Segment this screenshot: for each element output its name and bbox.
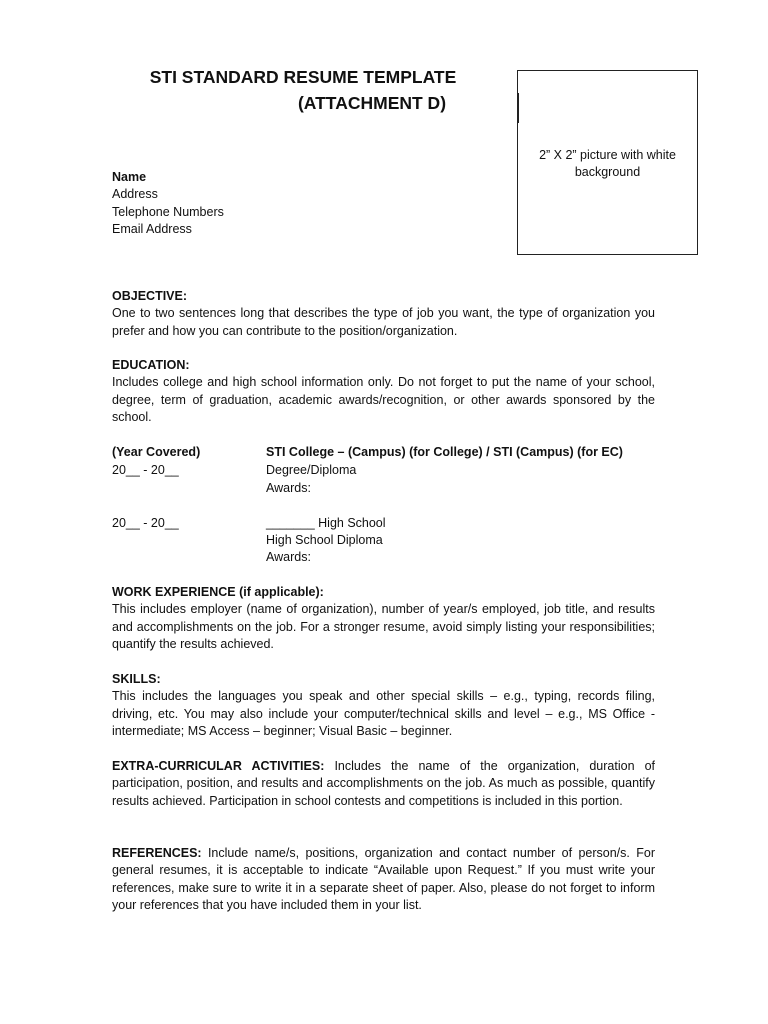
skills-section [112, 671, 655, 741]
work-heading: WORK EXPERIENCE (if applicable): [112, 585, 324, 599]
contact-block [112, 169, 224, 239]
education-entry-2-school: _______ High School [266, 516, 386, 530]
contact-email: Email Address [112, 222, 192, 237]
references-text: Include name/s, positions, organization and contact number of person/s. For general resumes, it is acceptable to indicate “Available upon Request.” If you must write your references, make sure to write it in a separate sheet of paper. Also, please do not forget to inform your references that you have included them in your list. [112, 846, 655, 913]
title-line-2: (ATTACHMENT D) [297, 93, 447, 113]
document-title [112, 64, 522, 116]
photo-caption: 2” X 2” picture with white background [539, 148, 676, 180]
extracurricular-section [112, 758, 655, 810]
education-entry-2-years: 20__ - 20__ [112, 516, 179, 530]
extracurricular-text: Includes the name of the organization, duration of participation, position, and results and accomplishments on the job. As much as possible, quantify results achieved. Participation in school contests and competitions is included in this portion. [112, 759, 655, 808]
education-entry-2-awards: Awards: [266, 550, 311, 564]
extracurricular-heading: EXTRA-CURRICULAR ACTIVITIES: [112, 759, 325, 773]
education-entry-1-awards: Awards: [266, 481, 311, 495]
skills-text: This includes the languages you speak and other special skills – e.g., typing, records filing, driving, etc. You may also include your computer/technical skills and level – e.g., MS Office - intermediate; MS Access – beginner; Visual Basic – beginner. [112, 689, 655, 739]
references-heading: REFERENCES: [112, 846, 202, 860]
objective-section [112, 288, 655, 340]
work-experience-section [112, 584, 655, 654]
contact-name: Name [112, 170, 147, 184]
education-entry-1-degree: Degree/Diploma [266, 463, 357, 477]
objective-text: One to two sentences long that describes the type of job you want, the type of organization you prefer and how you can contribute to the position/organization. [112, 306, 655, 338]
contact-phone: Telephone Numbers [112, 204, 224, 219]
education-year-header: (Year Covered) [112, 445, 201, 459]
references-section [112, 845, 655, 915]
education-entry-2-diploma: High School Diploma [266, 533, 383, 547]
work-text: This includes employer (name of organization), number of year/s employed, job title, and results and accomplishments on the job. For a stronger resume, avoid simply listing your responsibilities; quantify the results achieved. [112, 602, 655, 652]
education-school-header: STI College – (Campus) (for College) / STI (Campus) (for EC) [266, 445, 623, 459]
title-line-1: STI STANDARD RESUME TEMPLATE [149, 67, 457, 87]
education-entry-1-years: 20__ - 20__ [112, 463, 179, 477]
education-heading: EDUCATION: [112, 358, 190, 372]
contact-address: Address [112, 187, 158, 202]
photo-placeholder-box [517, 70, 698, 255]
objective-heading: OBJECTIVE: [112, 289, 188, 303]
education-text: Includes college and high school information only. Do not forget to put the name of your school, degree, term of graduation, academic awards/recognition, or other awards sponsored by the school. [112, 375, 655, 425]
education-section [112, 357, 655, 427]
skills-heading: SKILLS: [112, 672, 161, 686]
